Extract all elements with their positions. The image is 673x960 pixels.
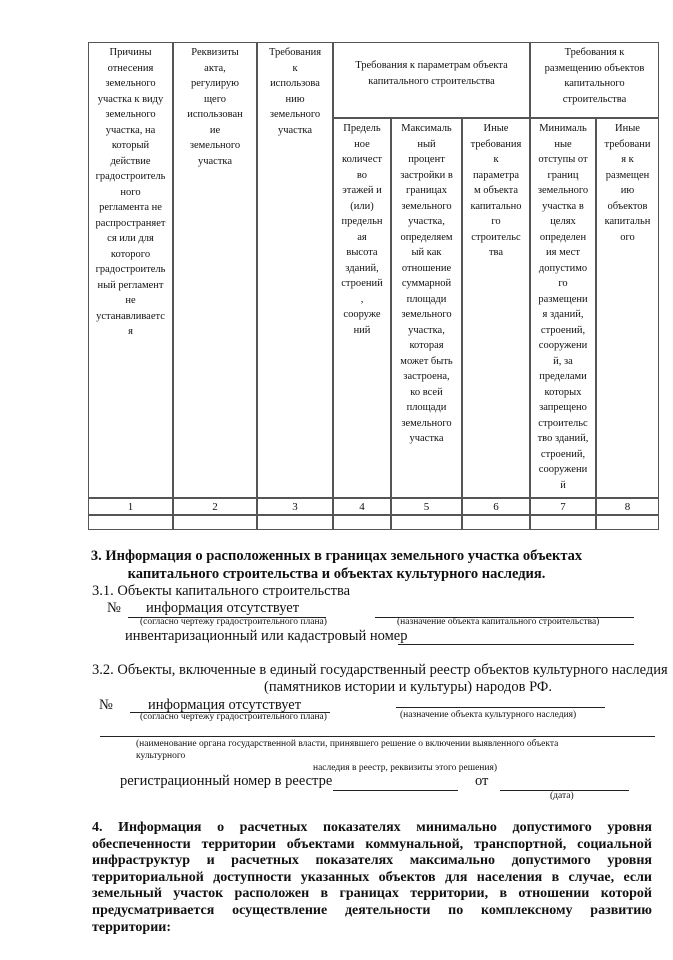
- reg-number-underline: [333, 790, 458, 791]
- header-cell-max-building-percent: [391, 118, 462, 498]
- header-cell-parameters-group: [333, 42, 530, 118]
- header-reasons-text: Причины отнесения земельного участка к виду земельного участка, на который действие градостроитель ного регламента не распространяет ся или для которого градостроитель ный регламент не устанавливаетс я: [95, 47, 166, 337]
- caption-plan-2: (согласно чертежу градостроительного плана): [140, 712, 327, 722]
- inventory-number-underline: [398, 644, 634, 645]
- header-min-setbacks-text: Минималь ные отступы от границ земельного участка в целях определен ия мест допустимо го размещени я зданий, строений, сооружени й, за пределами которых запрещено строительс тво зданий, строений, сооружени й: [537, 123, 589, 491]
- header-cell-other-parameters: [462, 118, 530, 498]
- column-number: 4: [333, 498, 391, 515]
- section4-line: территории:: [92, 919, 172, 935]
- section31-title: 3.1. Объекты капитального строительства: [92, 583, 351, 599]
- from-label: от: [475, 773, 489, 789]
- column-number: 8: [596, 498, 659, 515]
- caption-cult-purpose: (назначение объекта культурного наследия): [400, 710, 577, 720]
- column-number: 2: [173, 498, 257, 515]
- empty-data-cell: [596, 515, 659, 530]
- empty-data-cell: [530, 515, 596, 530]
- column-number: 1: [88, 498, 173, 515]
- header-max-floors-text: Предель ное количест во этажей и (или) предельн ая высота зданий, строений , сооруже ний: [341, 123, 383, 336]
- header-other-placement-text: Иные требовани я к размещен ию объектов капитальн ого: [604, 123, 651, 243]
- header-usage-requirements-text: Требования к использова нию земельного участка: [268, 47, 322, 136]
- caption-plan: (согласно чертежу градостроительного плана): [140, 617, 327, 627]
- column-number: 3: [257, 498, 333, 515]
- section32-title-line2: (памятников истории и культуры) народов РФ.: [264, 679, 552, 695]
- empty-data-cell: [462, 515, 530, 530]
- authority-underline: [100, 736, 655, 737]
- header-max-building-percent-text: Максималь ный процент застройки в границах земельного участка, определяем ый как отношение суммарной площади земельного участка, которая может быть застроена, ко всей площади земельного участка: [400, 123, 453, 444]
- column-number: 7: [530, 498, 596, 515]
- caption-authority-line2: культурного: [136, 751, 186, 761]
- section32-title-line1: 3.2. Объекты, включенные в единый государственный реестр объектов культурного наследия: [92, 662, 668, 678]
- empty-data-cell: [173, 515, 257, 530]
- section3-title-line2: капитального строительства и объектах культурного наследия.: [127, 566, 546, 582]
- section4-line: обеспеченности территории объектами коммунальной, транспортной, социальной: [92, 836, 652, 852]
- empty-data-cell: [391, 515, 462, 530]
- caption-authority-line3: наследия в реестр, реквизиты этого решения): [313, 763, 498, 773]
- cult-object-purpose-underline: [396, 707, 605, 708]
- section4-line: территориальной доступности указанных объектов для населения в случае, если: [92, 869, 652, 885]
- empty-data-cell: [333, 515, 391, 530]
- section4-line: инфраструктур и расчетных показателях максимально допустимого уровня: [92, 853, 652, 869]
- header-placement-group-text: Требования к размещению объектов капитального строительства: [544, 47, 645, 105]
- header-act-details-text: Реквизиты акта, регулирую щего использован ие земельного участка: [187, 47, 243, 167]
- header-cell-placement-group: [530, 42, 659, 118]
- header-other-parameters-text: Иные требования к параметра м объекта капитально го строительс тва: [470, 123, 522, 258]
- reg-number-label: регистрационный номер в реестре: [120, 773, 333, 789]
- cap-object-absent-value: информация отсутствует: [146, 600, 300, 616]
- header-cell-other-placement: [596, 118, 659, 498]
- cap-object-number-label: №: [107, 600, 121, 616]
- header-cell-reasons: [88, 42, 173, 498]
- header-cell-max-floors: [333, 118, 391, 498]
- cult-object-number-label: №: [99, 697, 113, 713]
- section4-line: земельный участок расположен в границах территории, в отношении которой: [92, 886, 652, 902]
- column-number: 6: [462, 498, 530, 515]
- requirements-table: [88, 42, 659, 530]
- caption-cap-purpose: (назначение объекта капитального строительства): [397, 617, 600, 627]
- cult-object-absent-value: информация отсутствует: [148, 697, 302, 713]
- section4-paragraph: [92, 820, 652, 936]
- inventory-label: инвентаризационный или кадастровый номер: [125, 628, 408, 644]
- header-cell-act-details: [173, 42, 257, 498]
- section3-title-line1: 3. Информация о расположенных в границах земельного участка объектах: [90, 548, 583, 564]
- header-cell-min-setbacks: [530, 118, 596, 498]
- header-parameters-group-text: Требования к параметрам объекта капитального строительства: [355, 60, 508, 87]
- caption-authority-line1: (наименование органа государственной власти, принявшего решение о включении выявленного объекта: [136, 739, 559, 749]
- section4-line: 4. Информация о расчетных показателях минимально допустимого уровня: [92, 820, 652, 835]
- empty-data-cell: [88, 515, 173, 530]
- header-cell-usage-requirements: [257, 42, 333, 498]
- caption-date: (дата): [550, 791, 574, 801]
- section4-line: предусматривается осуществление деятельности по комплексному развитию: [92, 902, 652, 918]
- column-number: 5: [391, 498, 462, 515]
- empty-data-cell: [257, 515, 333, 530]
